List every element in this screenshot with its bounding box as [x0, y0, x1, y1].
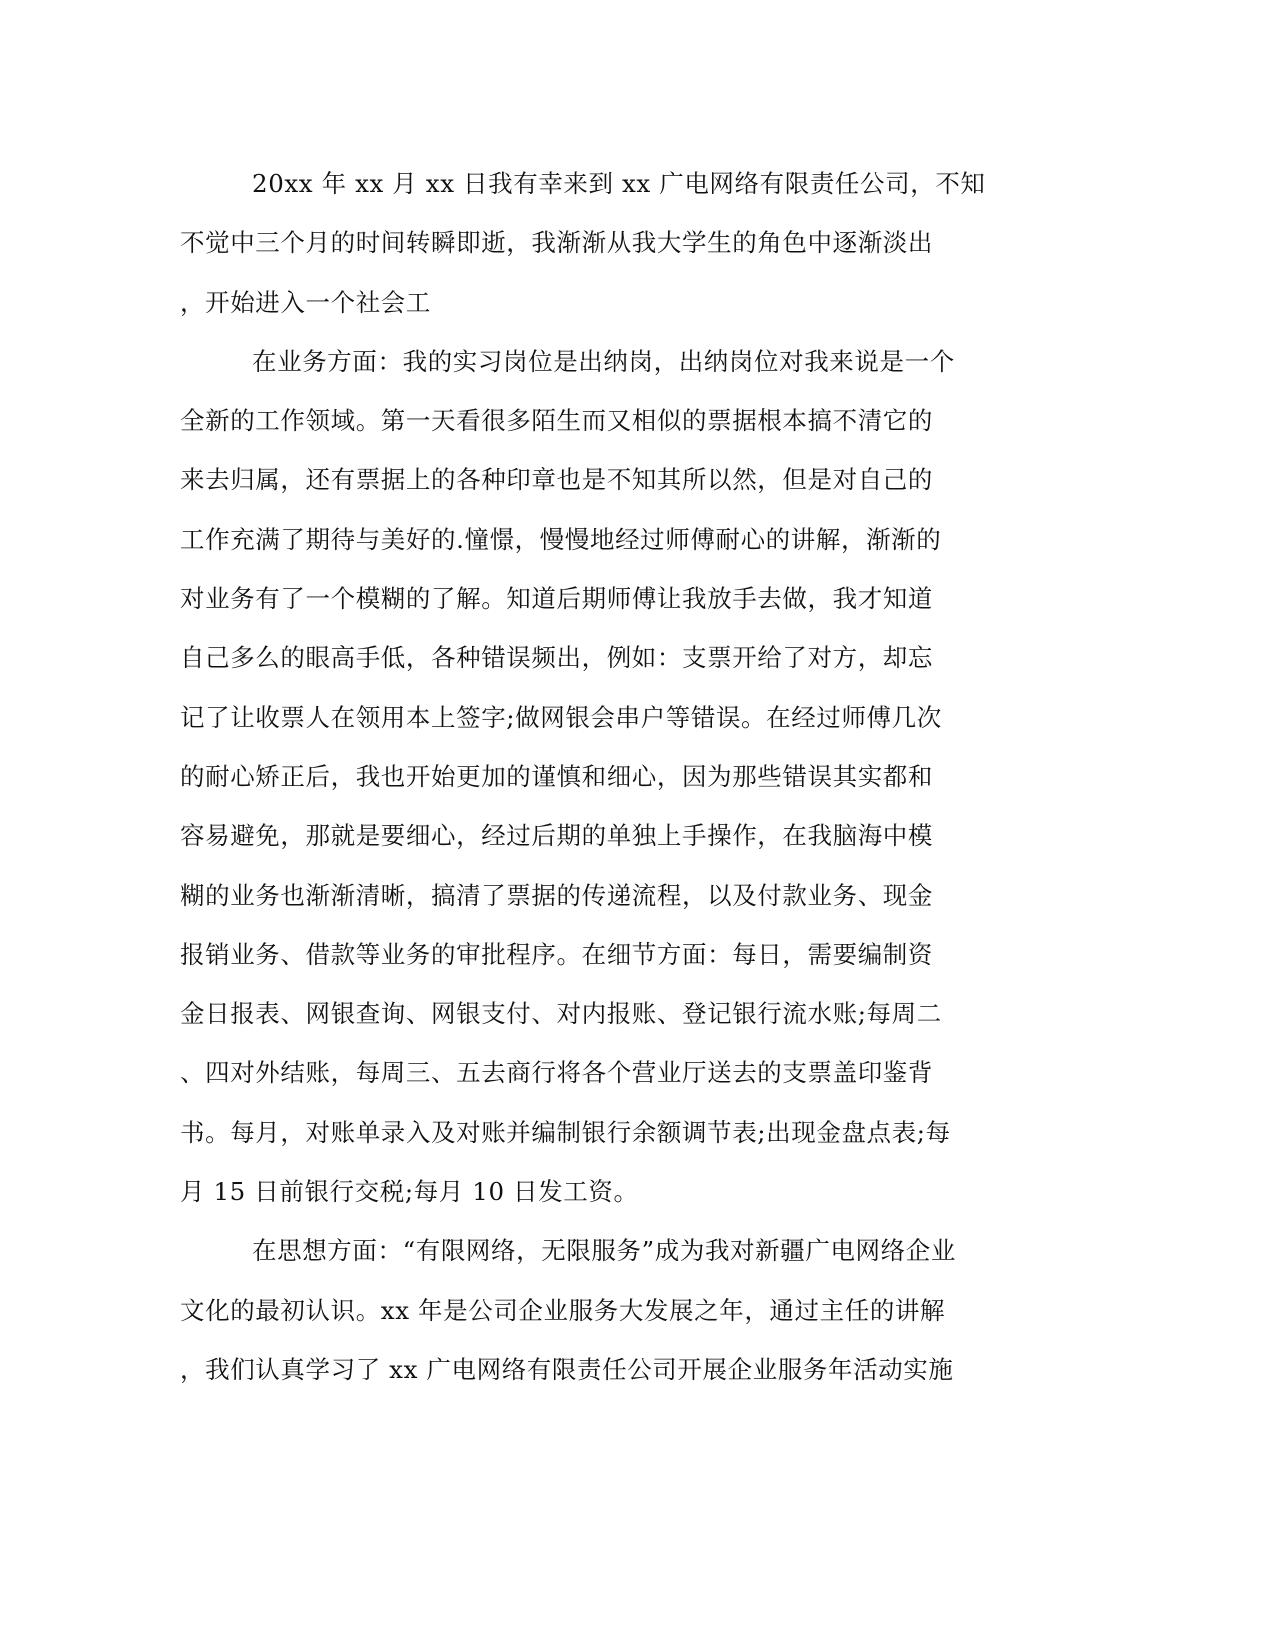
- text-line: 书。每月，对账单录入及对账并编制银行余额调节表;出现金盘点表;每: [180, 1117, 951, 1147]
- paragraph-thoughts: [180, 1221, 1026, 1399]
- text-line: 月 15 日前银行交税;每月 10 日发工资。: [180, 1177, 639, 1207]
- text-line: 文化的最初认识。xx 年是公司企业服务大发展之年，通过主任的讲解: [180, 1295, 946, 1325]
- text-line: 工作充满了期待与美好的.憧憬，慢慢地经过师傅耐心的讲解，渐渐的: [180, 524, 942, 554]
- text-line: 自己多么的眼高手低，各种错误频出，例如：支票开给了对方，却忘: [180, 643, 933, 673]
- text-line: 记了让收票人在领用本上签字;做网银会串户等错误。在经过师傅几次: [180, 702, 942, 732]
- text-line: 糊的业务也渐渐清晰，搞清了票据的传递流程，以及付款业务、现金: [180, 880, 933, 910]
- text-line: 在思想方面：“有限网络，无限服务”成为我对新疆广电网络企业: [252, 1236, 956, 1266]
- text-line: 来去归属，还有票据上的各种印章也是不知其所以然，但是对自己的: [180, 465, 933, 495]
- text-line: 在业务方面：我的实习岗位是出纳岗，出纳岗位对我来说是一个: [252, 346, 955, 376]
- text-line: 容易避免，那就是要细心，经过后期的单独上手操作，在我脑海中模: [180, 821, 933, 851]
- text-line: ，我们认真学习了 xx 广电网络有限责任公司开展企业服务年活动实施: [180, 1354, 954, 1384]
- text-line: 全新的工作领域。第一天看很多陌生而又相似的票据根本搞不清它的: [180, 406, 933, 436]
- paragraph-business: [180, 332, 1026, 1221]
- text-line: 对业务有了一个模糊的了解。知道后期师傅让我放手去做，我才知道: [180, 584, 933, 614]
- text-line: 报销业务、借款等业务的审批程序。在细节方面：每日，需要编制资: [180, 939, 933, 969]
- text-line: 、四对外结账，每周三、五去商行将各个营业厅送去的支票盖印鉴背: [180, 1058, 933, 1088]
- paragraph-intro: [180, 154, 1026, 332]
- text-line: ，开始进入一个社会工: [180, 287, 431, 317]
- text-line: 的耐心矫正后，我也开始更加的谨慎和细心，因为那些错误其实都和: [180, 761, 933, 791]
- text-line: 20xx 年 xx 月 xx 日我有幸来到 xx 广电网络有限责任公司，不知: [252, 169, 986, 198]
- document-body: [180, 154, 1026, 1399]
- text-line: 不觉中三个月的时间转瞬即逝，我渐渐从我大学生的角色中逐渐淡出: [180, 228, 933, 258]
- text-line: 金日报表、网银查询、网银支付、对内报账、登记银行流水账;每周二: [180, 999, 942, 1029]
